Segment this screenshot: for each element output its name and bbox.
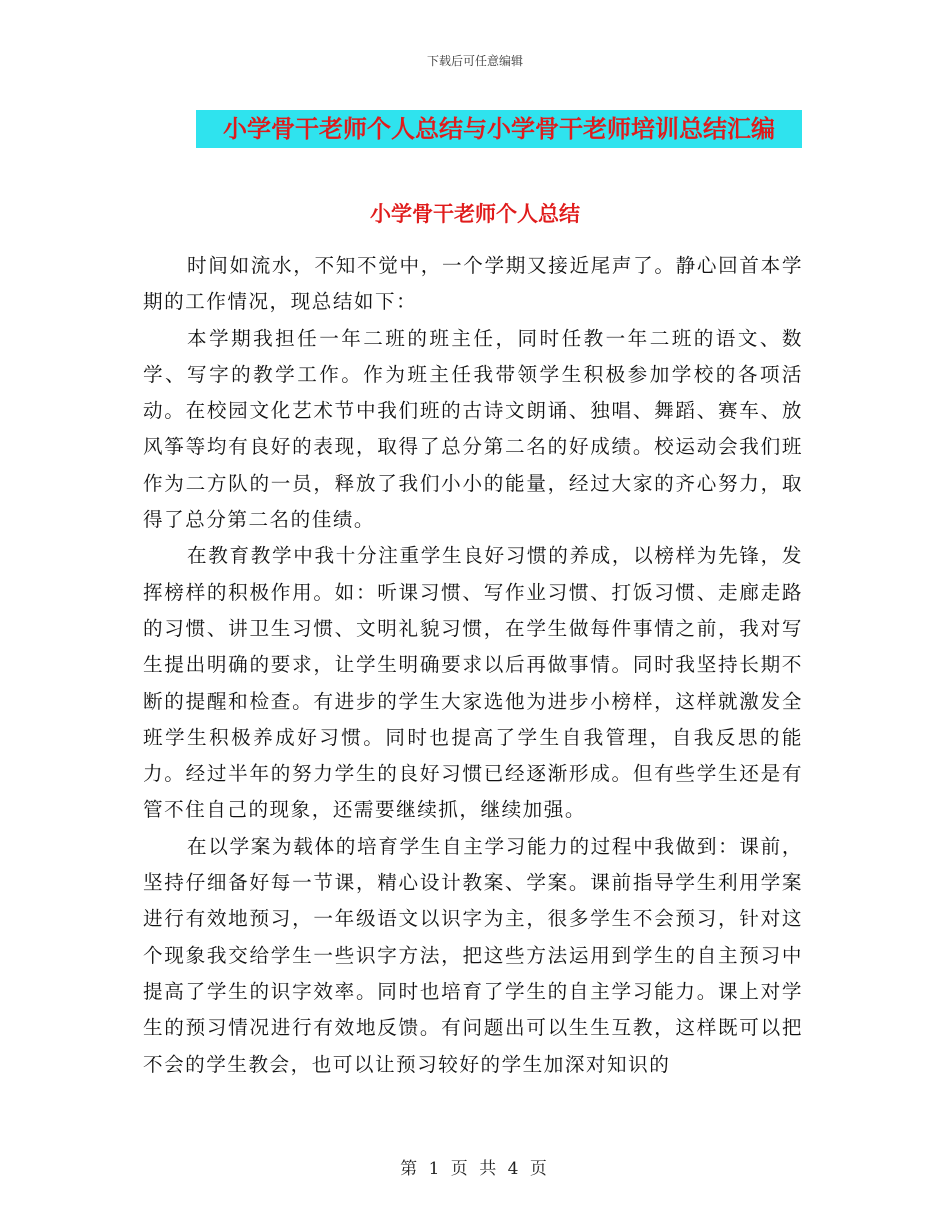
paragraph-class-teacher: 本学期我担任一年二班的班主任，同时任教一年二班的语文、数学、写字的教学工作。作为班主任我带领学生积极参加学校的各项活动。在校园文化艺术节中我们班的古诗文朗诵、独唱、舞蹈、赛车、放风筝等均有良好的表现，取得了总分第二名的好成绩。校运动会我们班作为二方队的一员，释放了我们小小的能量，经过大家的齐心努力，取得了总分第二名的佳绩。 <box>143 326 803 532</box>
document-title: 小学骨干老师个人总结与小学骨干老师培训总结汇编 <box>223 115 775 143</box>
page-number-footer: 第 1 页 共 4 页 <box>400 1159 550 1179</box>
page-header-note: 下载后可任意编辑 <box>426 54 523 68</box>
document-title-highlight <box>196 110 802 148</box>
document-body <box>143 248 803 1083</box>
paragraph-habits: 在教育教学中我十分注重学生良好习惯的养成，以榜样为先锋，发挥榜样的积极作用。如：听课习惯、写作业习惯、打饭习惯、走廊走路的习惯、讲卫生习惯、文明礼貌习惯，在学生做每件事情之前，我对写生提出明确的要求，让学生明确要求以后再做事情。同时我坚持长期不断的提醒和检查。有进步的学生大家选他为进步小榜样，这样就激发全班学生积极养成好习惯。同时也提高了学生自我管理，自我反思的能力。经过半年的努力学生的良好习惯已经逐渐形成。但有些学生还是有管不住自己的现象，还需要继续抓，继续加强。 <box>143 544 803 822</box>
section-heading: 小学骨干老师个人总结 <box>370 202 580 226</box>
paragraph-intro: 时间如流水，不知不觉中，一个学期又接近尾声了。静心回首本学期的工作情况，现总结如下： <box>143 254 803 314</box>
paragraph-self-study: 在以学案为载体的培育学生自主学习能力的过程中我做到：课前，坚持仔细备好每一节课，精心设计教案、学案。课前指导学生利用学案进行有效地预习，一年级语文以识字为主，很多学生不会预习，针对这个现象我交给学生一些识字方法，把这些方法运用到学生的自主预习中提高了学生的识字效率。同时也培育了学生的自主学习能力。课上对学生的预习情况进行有效地反馈。有问题出可以生生互教，这样既可以把不会的学生教会，也可以让预习较好的学生加深对知识的 <box>143 834 803 1076</box>
